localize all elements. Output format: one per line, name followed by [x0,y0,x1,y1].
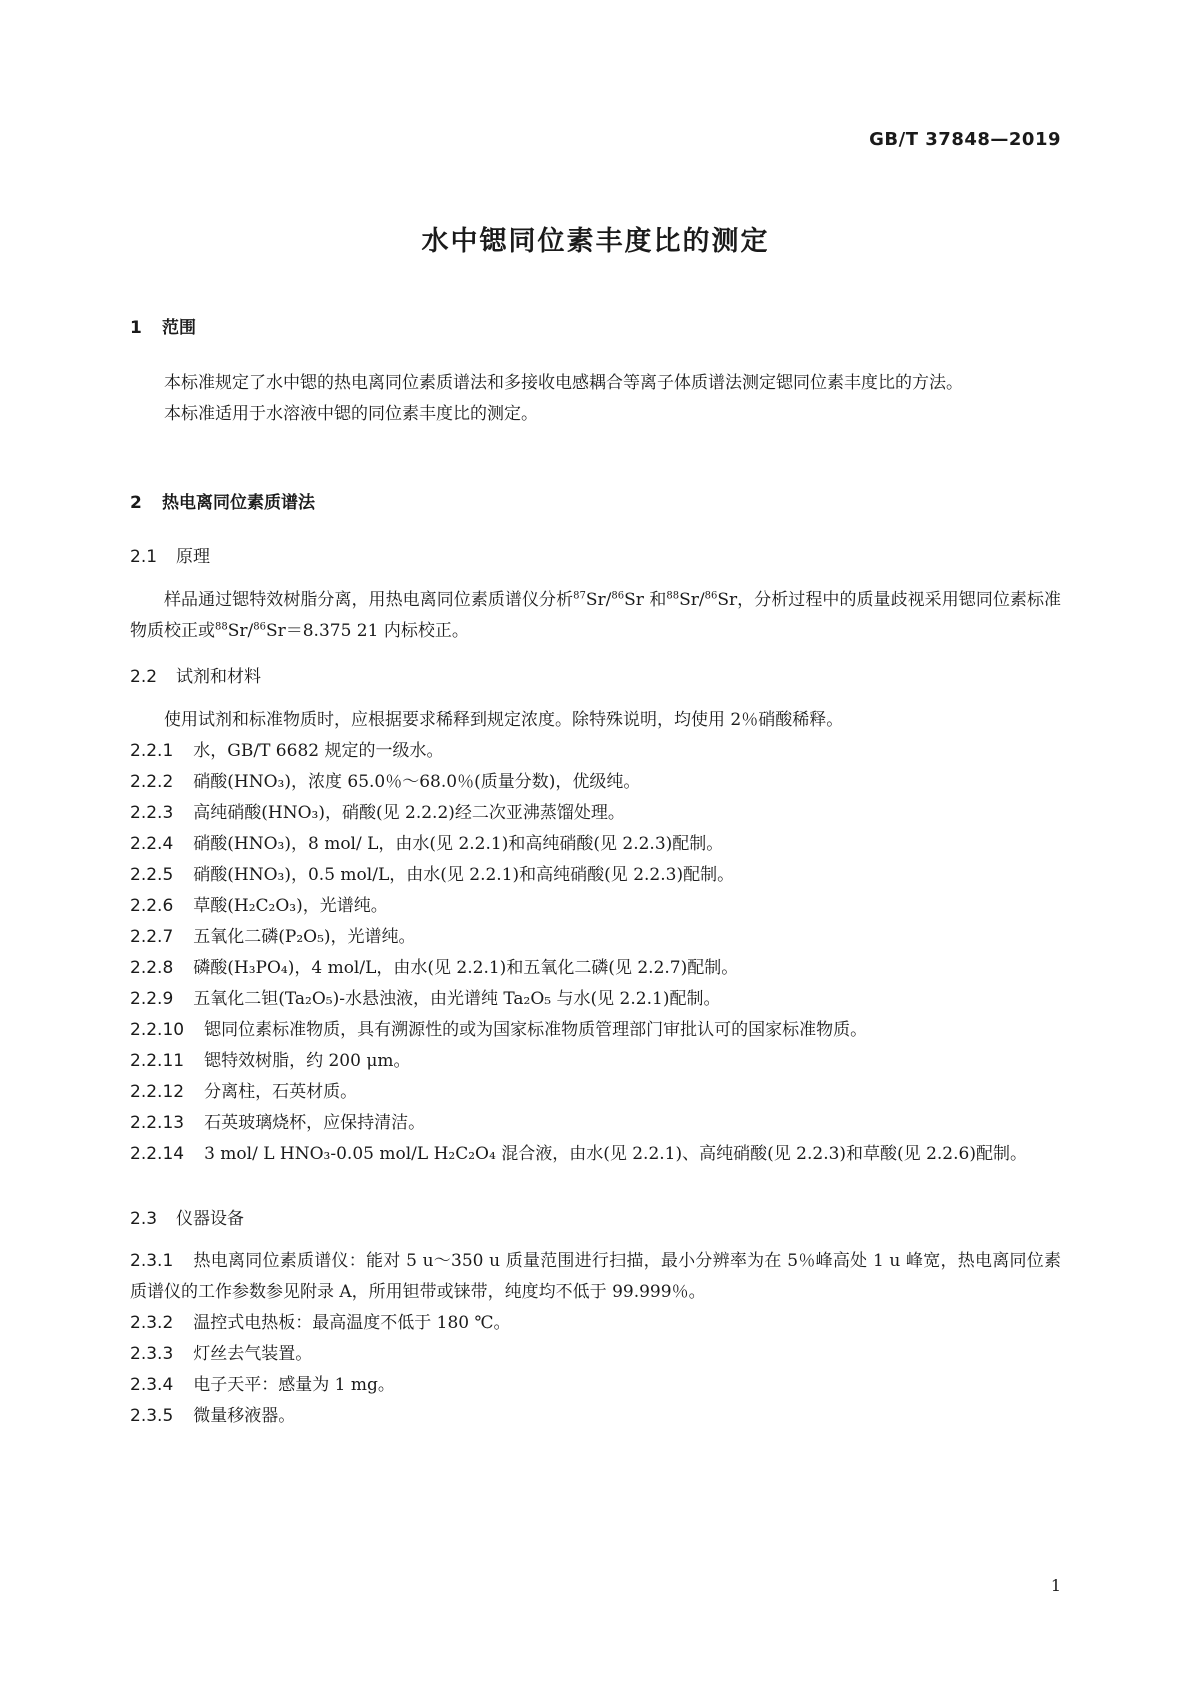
list-item [130,1015,1061,1046]
item-number: 2.2.8 [130,958,174,978]
isotope-mass: 88 [215,621,228,633]
subsection-2-3-body [130,1246,1061,1432]
item-text: 热电离同位素质谱仪：能对 5 u～350 u 质量范围进行扫描，最小分辨率为在 5％峰高处 1 u 峰宽，热电离同位素质谱仪的工作参数参见附录 A，所用钽带或铼带，纯度均不低于 99.999％。 [130,1251,1061,1302]
item-text: 分离柱，石英材质。 [204,1082,358,1102]
item-text: 微量移液器。 [193,1406,296,1426]
principle-paragraph [130,585,1061,647]
text-run: Sr/ [585,590,612,610]
item-text: 水，GB/T 6682 规定的一级水。 [193,741,444,761]
subsection-number: 2.3 [130,1209,158,1229]
item-text: 硝酸(HNO₃)，浓度 65.0％～68.0％(质量分数)，优级纯。 [193,772,641,792]
text-run: Sr/ [679,590,705,610]
subsection-2-2 [130,662,1061,693]
text-run: Sr＝8.375 21 [265,621,379,641]
list-item [130,829,1061,860]
list-item [130,984,1061,1015]
text-run: 分析过程中的质量歧视采用锶同位素标准物质校正或 [130,590,1062,641]
item-number: 2.2.9 [130,989,174,1009]
item-number: 2.3.4 [130,1375,174,1395]
item-number: 2.2.2 [130,772,174,792]
list-item [130,891,1061,922]
subsection-2-3 [130,1204,1061,1235]
section-heading [130,488,1061,519]
section-heading [130,313,1061,344]
paragraph: 本标准适用于水溶液中锶的同位素丰度比的测定。 [164,404,538,424]
item-text: 五氧化二钽(Ta₂O₅)-水悬浊液，由光谱纯 Ta₂O₅ 与水(见 2.2.1)配制。 [193,989,721,1009]
subsection-heading [130,1204,1061,1235]
item-number: 2.3.3 [130,1344,174,1364]
section-number: 2 [130,493,142,513]
subsection-title: 仪器设备 [176,1209,244,1229]
subsection-2-1 [130,542,1061,573]
section-number: 1 [130,318,142,338]
item-text: 温控式电热板：最高温度不低于 180 ℃。 [193,1313,511,1333]
item-number: 2.2.13 [130,1113,185,1133]
text-run: 样品通过锶特效树脂分离，用热电离同位素质谱仪分析 [164,590,574,610]
item-number: 2.2.12 [130,1082,185,1102]
item-number: 2.2.11 [130,1051,185,1071]
item-number: 2.2.6 [130,896,174,916]
item-number: 2.2.5 [130,865,174,885]
item-number: 2.2.10 [130,1020,185,1040]
list-item [130,798,1061,829]
list-item [130,767,1061,798]
text-run: ， [737,590,755,610]
text-run: Sr [624,590,644,610]
text-run: 内标校正。 [383,621,469,641]
item-text: 硝酸(HNO₃)，0.5 mol/L，由水(见 2.2.1)和高纯硝酸(见 2.2.3)配制。 [193,865,735,885]
subsection-2-2-body [130,705,1061,1170]
list-item [130,953,1061,984]
section-title: 热电离同位素质谱法 [162,493,315,513]
text-run: Sr [717,590,738,610]
item-text: 硝酸(HNO₃)，8 mol/ L，由水(见 2.2.1)和高纯硝酸(见 2.2.3)配制。 [193,834,724,854]
section-2 [130,488,1061,519]
list-item [130,1401,1061,1432]
paragraph: 使用试剂和标准物质时，应根据要求稀释到规定浓度。除特殊说明，均使用 2％硝酸稀释。 [164,710,844,730]
item-text: 磷酸(H₃PO₄)，4 mol/L，由水(见 2.2.1)和五氧化二磷(见 2.2.7)配制。 [193,958,739,978]
standard-number: GB/T 37848—2019 [869,129,1061,150]
paragraph: 本标准规定了水中锶的热电离同位素质谱法和多接收电感耦合等离子体质谱法测定锶同位素丰度比的方法。 [164,373,963,393]
item-text: 锶同位素标准物质，具有溯源性的或为国家标准物质管理部门审批认可的国家标准物质。 [204,1020,868,1040]
list-item [130,860,1061,891]
text-run: 和 [649,590,667,610]
item-text: 电子天平：感量为 1 mg。 [193,1375,395,1395]
item-number: 2.2.4 [130,834,174,854]
list-item [130,1246,1061,1308]
item-text: 3 mol/ L HNO₃-0.05 mol/L H₂C₂O₄ 混合液，由水(见 2.2.1)、高纯硝酸(见 2.2.3)和草酸(见 2.2.6)配制。 [204,1144,1027,1164]
list-item [130,1339,1061,1370]
section-title: 范围 [162,318,196,338]
list-item [130,1308,1061,1339]
subsection-title: 原理 [176,547,210,567]
item-number: 2.2.3 [130,803,174,823]
subsection-number: 2.2 [130,667,158,687]
item-text: 锶特效树脂，约 200 μm。 [204,1051,411,1071]
isotope-mass: 88 [666,590,680,602]
item-number: 2.2.7 [130,927,174,947]
list-item [130,1108,1061,1139]
list-item [130,1077,1061,1108]
document-title: 水中锶同位素丰度比的测定 [421,226,770,257]
subsection-2-1-body [130,585,1061,647]
isotope-mass: 86 [611,590,625,602]
list-item [130,1370,1061,1401]
item-text: 石英玻璃烧杯，应保持清洁。 [204,1113,426,1133]
isotope-mass: 87 [573,590,586,602]
isotope-mass: 86 [253,621,266,633]
list-item [130,736,1061,767]
item-text: 五氧化二磷(P₂O₅)，光谱纯。 [193,927,416,947]
subsection-title: 试剂和材料 [176,667,261,687]
item-text: 灯丝去气装置。 [193,1344,313,1364]
item-text: 高纯硝酸(HNO₃)，硝酸(见 2.2.2)经二次亚沸蒸馏处理。 [193,803,625,823]
section-1 [130,313,1061,344]
item-number: 2.2.1 [130,741,174,761]
item-number: 2.3.5 [130,1406,174,1426]
item-number: 2.3.2 [130,1313,174,1333]
list-item [130,1139,1061,1170]
page-number: 1 [1050,1576,1061,1595]
item-text: 草酸(H₂C₂O₃)，光谱纯。 [193,896,388,916]
isotope-mass: 86 [704,590,718,602]
list-item [130,922,1061,953]
subsection-heading [130,662,1061,693]
section-1-body [130,368,1061,430]
list-item [130,1046,1061,1077]
subsection-number: 2.1 [130,547,158,567]
item-number: 2.2.14 [130,1144,185,1164]
text-run: Sr/ [227,621,254,641]
subsection-heading [130,542,1061,573]
item-number: 2.3.1 [130,1251,174,1271]
